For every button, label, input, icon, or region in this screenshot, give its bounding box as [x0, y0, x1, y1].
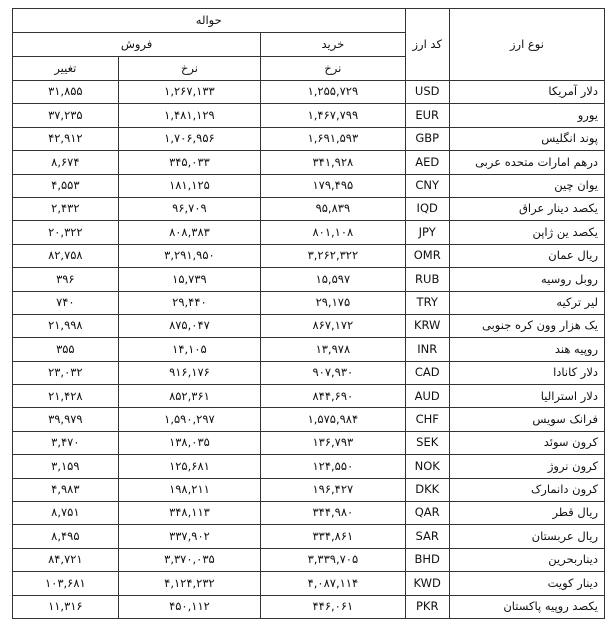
change-cell: ۳۵۵	[13, 338, 119, 361]
table-row	[13, 81, 605, 104]
table-row	[13, 478, 605, 501]
table-row	[13, 127, 605, 150]
sell-rate-cell: ۱۲۵,۶۸۱	[118, 455, 261, 478]
currency-code-cell: RUB	[405, 268, 449, 291]
table-row	[13, 431, 605, 454]
currency-code-cell: OMR	[405, 244, 449, 267]
currency-code-cell: GBP	[405, 127, 449, 150]
table-row	[13, 221, 605, 244]
sell-rate-cell: ۳۳۷,۹۰۲	[118, 525, 261, 548]
sell-rate-cell: ۱,۷۰۶,۹۵۶	[118, 127, 261, 150]
currency-code-cell: DKK	[405, 478, 449, 501]
table-row	[13, 104, 605, 127]
buy-rate-cell: ۴,۰۸۷,۱۱۴	[261, 572, 405, 595]
change-cell: ۱۰۳,۶۸۱	[13, 572, 119, 595]
buy-rate-cell: ۱۹۶,۴۲۷	[261, 478, 405, 501]
sell-rate-cell: ۳۴۵,۰۳۳	[118, 151, 261, 174]
sell-rate-cell: ۱,۵۹۰,۲۹۷	[118, 408, 261, 431]
currency-name-cell: درهم امارات متحده عربی	[449, 151, 604, 174]
buy-rate-cell: ۸۶۷,۱۷۲	[261, 314, 405, 337]
currency-code-cell: KWD	[405, 572, 449, 595]
currency-code-cell: KRW	[405, 314, 449, 337]
sell-rate-cell: ۹۱۶,۱۷۶	[118, 361, 261, 384]
table-row	[13, 291, 605, 314]
table-row	[13, 361, 605, 384]
table-row	[13, 525, 605, 548]
buy-rate-cell: ۱,۲۵۵,۷۲۹	[261, 81, 405, 104]
header-buy: خرید	[261, 33, 405, 57]
sell-rate-cell: ۸۵۲,۳۶۱	[118, 385, 261, 408]
change-cell: ۷۴۰	[13, 291, 119, 314]
sell-rate-cell: ۲۹,۴۴۰	[118, 291, 261, 314]
change-cell: ۴,۹۸۳	[13, 478, 119, 501]
currency-code-cell: PKR	[405, 595, 449, 618]
change-cell: ۳۷,۲۳۵	[13, 104, 119, 127]
header-sell: فروش	[13, 33, 261, 57]
header-transfer: حواله	[13, 9, 406, 33]
exchange-rate-table-container	[12, 8, 605, 619]
sell-rate-cell: ۳۴۸,۱۱۳	[118, 502, 261, 525]
table-row	[13, 548, 605, 571]
buy-rate-cell: ۴۴۶,۰۶۱	[261, 595, 405, 618]
change-cell: ۳۹۶	[13, 268, 119, 291]
currency-name-cell: روبل روسیه	[449, 268, 604, 291]
currency-code-cell: BHD	[405, 548, 449, 571]
buy-rate-cell: ۱۲۴,۵۵۰	[261, 455, 405, 478]
sell-rate-cell: ۹۶,۷۰۹	[118, 197, 261, 220]
currency-name-cell: دلار کانادا	[449, 361, 604, 384]
table-row	[13, 268, 605, 291]
buy-rate-cell: ۳,۳۳۹,۷۰۵	[261, 548, 405, 571]
sell-rate-cell: ۱۳۸,۰۳۵	[118, 431, 261, 454]
change-cell: ۸۲,۷۵۸	[13, 244, 119, 267]
currency-code-cell: JPY	[405, 221, 449, 244]
sell-rate-cell: ۱۵,۷۳۹	[118, 268, 261, 291]
currency-name-cell: ریال قطر	[449, 502, 604, 525]
currency-code-cell: AUD	[405, 385, 449, 408]
change-cell: ۴,۵۵۳	[13, 174, 119, 197]
table-row	[13, 151, 605, 174]
sell-rate-cell: ۱,۲۶۷,۱۳۳	[118, 81, 261, 104]
table-row	[13, 455, 605, 478]
change-cell: ۳۱,۸۵۵	[13, 81, 119, 104]
header-currency-code: کد ارز	[405, 9, 449, 81]
change-cell: ۴۲,۹۱۲	[13, 127, 119, 150]
change-cell: ۸,۴۹۵	[13, 525, 119, 548]
currency-name-cell: دینار کویت	[449, 572, 604, 595]
sell-rate-cell: ۴,۱۲۴,۲۳۲	[118, 572, 261, 595]
buy-rate-cell: ۹۰۷,۹۳۰	[261, 361, 405, 384]
currency-code-cell: CAD	[405, 361, 449, 384]
table-row	[13, 572, 605, 595]
change-cell: ۲,۴۳۲	[13, 197, 119, 220]
table-row	[13, 595, 605, 618]
sell-rate-cell: ۴۵۰,۱۱۲	[118, 595, 261, 618]
sell-rate-cell: ۱۴,۱۰۵	[118, 338, 261, 361]
currency-name-cell: یک هزار وون کره جنوبی	[449, 314, 604, 337]
currency-code-cell: CHF	[405, 408, 449, 431]
currency-name-cell: کرون سوئد	[449, 431, 604, 454]
table-row	[13, 408, 605, 431]
sell-rate-cell: ۱۸۱,۱۲۵	[118, 174, 261, 197]
currency-code-cell: QAR	[405, 502, 449, 525]
buy-rate-cell: ۱,۶۹۱,۵۹۳	[261, 127, 405, 150]
change-cell: ۳۹,۹۷۹	[13, 408, 119, 431]
buy-rate-cell: ۱۵,۵۹۷	[261, 268, 405, 291]
currency-name-cell: کرون نروژ	[449, 455, 604, 478]
header-change: تغییر	[13, 57, 119, 81]
currency-name-cell: لیر ترکیه	[449, 291, 604, 314]
buy-rate-cell: ۳,۲۶۲,۳۲۲	[261, 244, 405, 267]
sell-rate-cell: ۱۹۸,۲۱۱	[118, 478, 261, 501]
change-cell: ۲۱,۴۲۸	[13, 385, 119, 408]
currency-code-cell: NOK	[405, 455, 449, 478]
buy-rate-cell: ۳۴۱,۹۲۸	[261, 151, 405, 174]
sell-rate-cell: ۱,۴۸۱,۱۲۹	[118, 104, 261, 127]
header-buy-rate: نرخ	[261, 57, 405, 81]
currency-name-cell: دلار استرالیا	[449, 385, 604, 408]
currency-name-cell: یورو	[449, 104, 604, 127]
exchange-rate-table	[12, 8, 605, 619]
header-sell-rate: نرخ	[118, 57, 261, 81]
change-cell: ۸,۶۷۴	[13, 151, 119, 174]
change-cell: ۸۴,۷۲۱	[13, 548, 119, 571]
currency-name-cell: فرانک سویس	[449, 408, 604, 431]
table-row	[13, 314, 605, 337]
currency-code-cell: SAR	[405, 525, 449, 548]
currency-name-cell: ریال عربستان	[449, 525, 604, 548]
table-row	[13, 338, 605, 361]
change-cell: ۳,۱۵۹	[13, 455, 119, 478]
currency-code-cell: IQD	[405, 197, 449, 220]
buy-rate-cell: ۱۷۹,۴۹۵	[261, 174, 405, 197]
currency-name-cell: پوند انگلیس	[449, 127, 604, 150]
change-cell: ۲۰,۳۲۲	[13, 221, 119, 244]
buy-rate-cell: ۸۴۴,۶۹۰	[261, 385, 405, 408]
buy-rate-cell: ۳۴۴,۹۸۰	[261, 502, 405, 525]
buy-rate-cell: ۲۹,۱۷۵	[261, 291, 405, 314]
change-cell: ۲۳,۰۳۲	[13, 361, 119, 384]
buy-rate-cell: ۱۳۶,۷۹۳	[261, 431, 405, 454]
change-cell: ۲۱,۹۹۸	[13, 314, 119, 337]
currency-name-cell: ریال عمان	[449, 244, 604, 267]
currency-name-cell: یکصد دینار عراق	[449, 197, 604, 220]
sell-rate-cell: ۳,۳۷۰,۰۳۵	[118, 548, 261, 571]
table-row	[13, 385, 605, 408]
table-row	[13, 174, 605, 197]
change-cell: ۸,۷۵۱	[13, 502, 119, 525]
currency-name-cell: کرون دانمارک	[449, 478, 604, 501]
buy-rate-cell: ۱۳,۹۷۸	[261, 338, 405, 361]
currency-code-cell: EUR	[405, 104, 449, 127]
buy-rate-cell: ۱,۴۶۷,۷۹۹	[261, 104, 405, 127]
currency-code-cell: TRY	[405, 291, 449, 314]
currency-name-cell: یکصد ین ژاپن	[449, 221, 604, 244]
sell-rate-cell: ۳,۲۹۱,۹۵۰	[118, 244, 261, 267]
currency-name-cell: یکصد روپیه پاکستان	[449, 595, 604, 618]
buy-rate-cell: ۳۳۴,۸۶۱	[261, 525, 405, 548]
change-cell: ۱۱,۳۱۶	[13, 595, 119, 618]
change-cell: ۳,۴۷۰	[13, 431, 119, 454]
currency-name-cell: دیناربحرین	[449, 548, 604, 571]
currency-name-cell: یوان چین	[449, 174, 604, 197]
header-currency-type: نوع ارز	[449, 9, 604, 81]
currency-code-cell: CNY	[405, 174, 449, 197]
currency-code-cell: SEK	[405, 431, 449, 454]
table-body	[13, 81, 605, 619]
currency-code-cell: AED	[405, 151, 449, 174]
buy-rate-cell: ۹۵,۸۳۹	[261, 197, 405, 220]
currency-name-cell: روپیه هند	[449, 338, 604, 361]
buy-rate-cell: ۸۰۱,۱۰۸	[261, 221, 405, 244]
table-row	[13, 502, 605, 525]
table-row	[13, 244, 605, 267]
buy-rate-cell: ۱,۵۷۵,۹۸۴	[261, 408, 405, 431]
sell-rate-cell: ۸۰۸,۳۸۳	[118, 221, 261, 244]
currency-name-cell: دلار آمریکا	[449, 81, 604, 104]
currency-code-cell: INR	[405, 338, 449, 361]
table-row	[13, 197, 605, 220]
currency-code-cell: USD	[405, 81, 449, 104]
sell-rate-cell: ۸۷۵,۰۴۷	[118, 314, 261, 337]
